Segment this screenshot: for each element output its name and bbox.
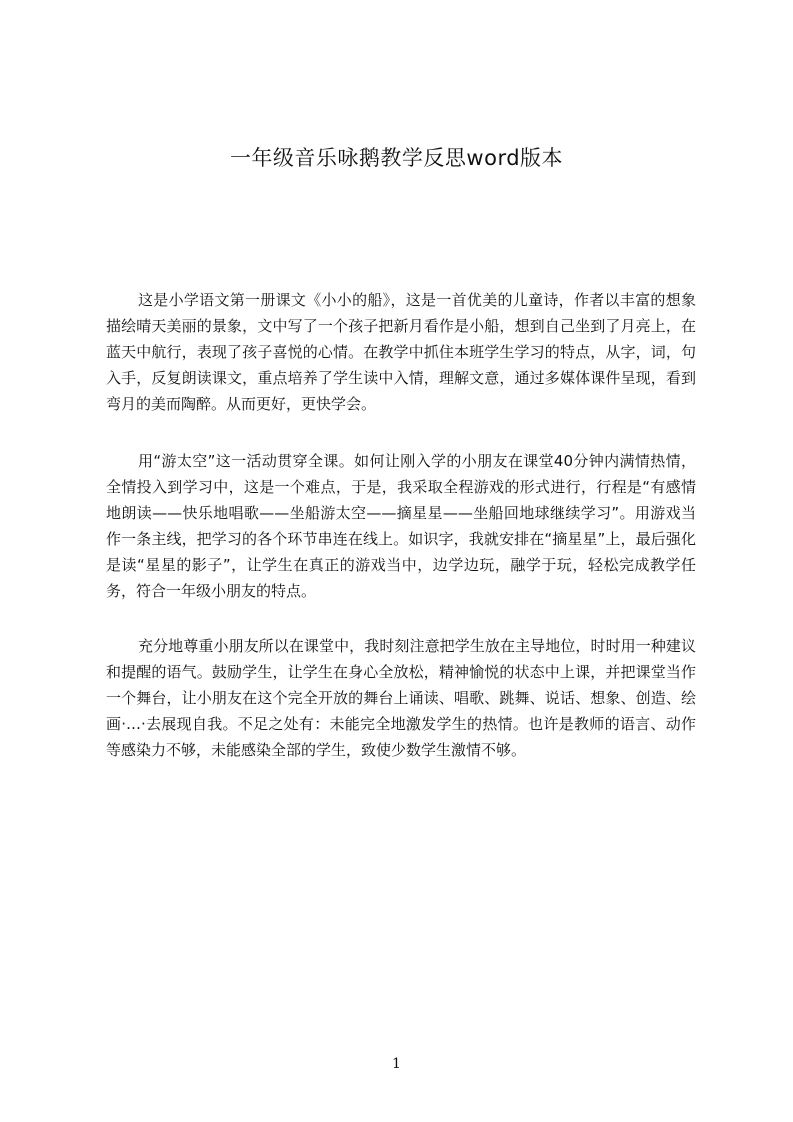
paragraph-3: 充分地尊重小朋友所以在课堂中，我时刻注意把学生放在主导地位，时时用一种建议和提醒的语气。鼓励学生，让学生在身心全放松，精神愉悦的状态中上课，并把课堂当作一个舞台，让小朋友在这个完全开放的舞台上诵读、唱歌、跳舞、说话、想象、创造、绘画·…·去展现自我。不足之处有：未能完全地激发学生的热情。也许是教师的语言、动作等感染力不够，未能感染全部的学生，致使少数学生激情不够。: [106, 637, 696, 759]
paragraph-2: 用“游太空”这一活动贯穿全课。如何让刚入学的小朋友在课堂40分钟内满情热情，全情投入到学习中，这是一个难点，于是，我采取全程游戏的形式进行，行程是“有感情地朗读——快乐地唱歌——坐船游太空——摘星星——坐船回地球继续学习”。用游戏当作一条主线，把学习的各个环节串连在线上。如识字，我就安排在“摘星星”上，最后强化是读“星星的影子”，让学生在真正的游戏当中，边学边玩，融学于玩，轻松完成教学任务，符合一年级小朋友的特点。: [106, 452, 696, 600]
page-number: 1: [392, 1056, 401, 1072]
document-title: 一年级音乐咏鹅教学反思word版本: [229, 146, 564, 170]
paragraph-1: 这是小学语文第一册课文《小小的船》，这是一首优美的儿童诗，作者以丰富的想象描绘晴天美丽的景象，文中写了一个孩子把新月看作是小船，想到自己坐到了月亮上，在蓝天中航行，表现了孩子喜悦的心情。在教学中抓住本班学生学习的特点，从字，词，句入手，反复朗读课文，重点培养了学生读中入情，理解文意，通过多媒体课件呈现，看到弯月的美而陶醉。从而更好，更快学会。: [106, 291, 696, 413]
